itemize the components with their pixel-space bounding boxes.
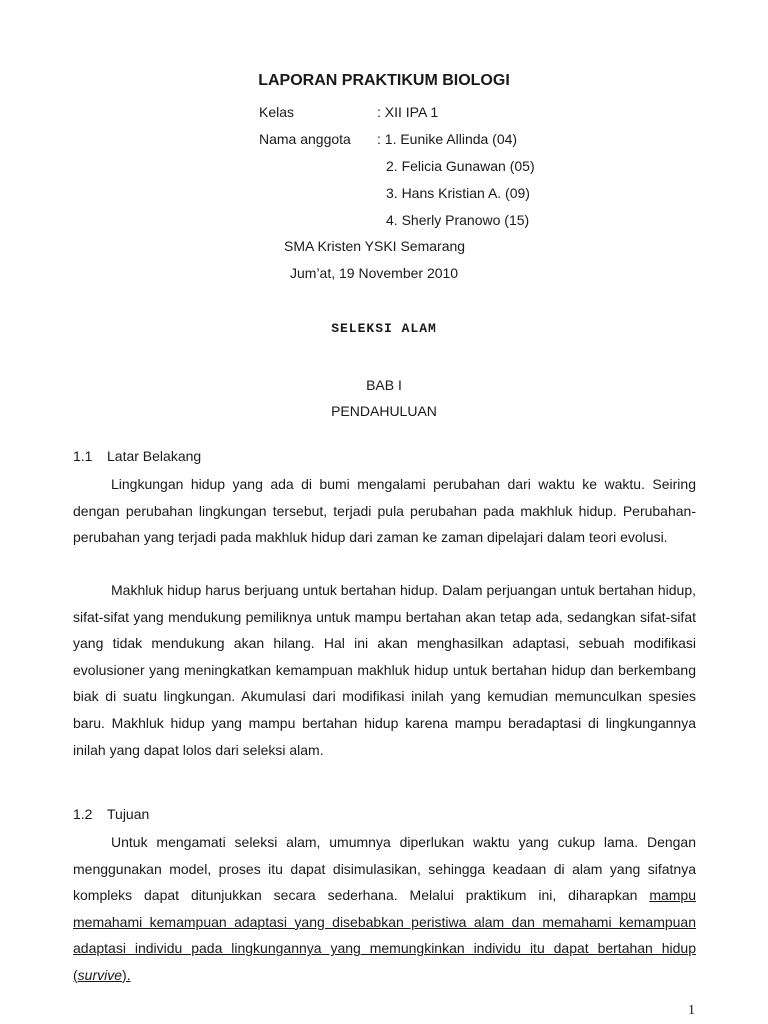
section-number: 1.1 xyxy=(73,448,93,464)
report-title: LAPORAN PRAKTIKUM BIOLOGI xyxy=(258,72,510,89)
member-item: : 1. Eunike Allinda (04) xyxy=(377,131,518,147)
school-name: SMA Kristen YSKI Semarang xyxy=(284,238,466,254)
anggota-label: Nama anggota xyxy=(259,131,351,147)
italic-term: survive xyxy=(77,966,123,983)
section-title: SELEKSI ALAM xyxy=(331,321,437,336)
member-item: 2. Felicia Gunawan (05) xyxy=(386,158,535,174)
underlined-text: mampu memahami kemampuan adaptasi yang disebabkan peristiwa alam dan memahami kemampuan adaptasi individu pada lingkungannya yang memungkinkan individu itu dapat bertahan hidup (survive). xyxy=(73,887,696,983)
member-item: 3. Hans Kristian A. (09) xyxy=(386,185,530,201)
report-date: Jum’at, 19 November 2010 xyxy=(290,265,459,281)
section-number: 1.2 xyxy=(73,806,93,822)
section-heading-text: Tujuan xyxy=(107,806,150,822)
section-heading-text: Latar Belakang xyxy=(107,448,202,464)
chapter-number: BAB I xyxy=(366,377,402,393)
kelas-label: Kelas xyxy=(259,104,295,120)
page-number: 1 xyxy=(688,1003,695,1018)
section-heading-latar-belakang xyxy=(73,448,201,464)
paragraph-text: Untuk mengamati seleksi alam, umumnya diperlukan waktu yang cukup lama. Dengan menggunakan model, proses itu dapat disimulasikan, sehingga keadaan di alam yang sifatnya kompleks dapat ditunjukkan secara sederhana. Melalui praktikum ini, diharapkan xyxy=(73,834,696,904)
paragraph-tujuan xyxy=(73,829,696,989)
paragraph: Makhluk hidup harus berjuang untuk bertahan hidup. Dalam perjuangan untuk bertahan hidup, sifat-sifat yang mendukung pemiliknya untuk mampu bertahan akan tetap ada, sedangkan sifat-sifat yang tidak mendukung akan hilang. Hal ini akan menghasilkan adaptasi, sebuah modifikasi evolusioner yang meningkatkan kemampuan makhluk hidup untuk bertahan hidup dan berkembang biak di suatu lingkungan. Akumulasi dari modifikasi inilah yang kemudian memunculkan spesies baru. Makhluk hidup yang mampu bertahan hidup karena mampu beradaptasi di lingkungannya inilah yang dapat lolos dari seleksi alam. xyxy=(73,582,696,758)
chapter-name: PENDAHULUAN xyxy=(331,403,437,419)
member-item: 4. Sherly Pranowo (15) xyxy=(386,212,530,228)
section-heading-tujuan xyxy=(73,806,149,822)
kelas-value: : XII IPA 1 xyxy=(377,104,439,120)
paragraph: Lingkungan hidup yang ada di bumi mengalami perubahan dari waktu ke waktu. Seiring dengan perubahan lingkungan tersebut, terjadi pula perubahan pada makhluk hidup. Perubahan-perubahan yang terjadi pada makhluk hidup dari zaman ke zaman dipelajari dalam teori evolusi. xyxy=(73,476,696,546)
